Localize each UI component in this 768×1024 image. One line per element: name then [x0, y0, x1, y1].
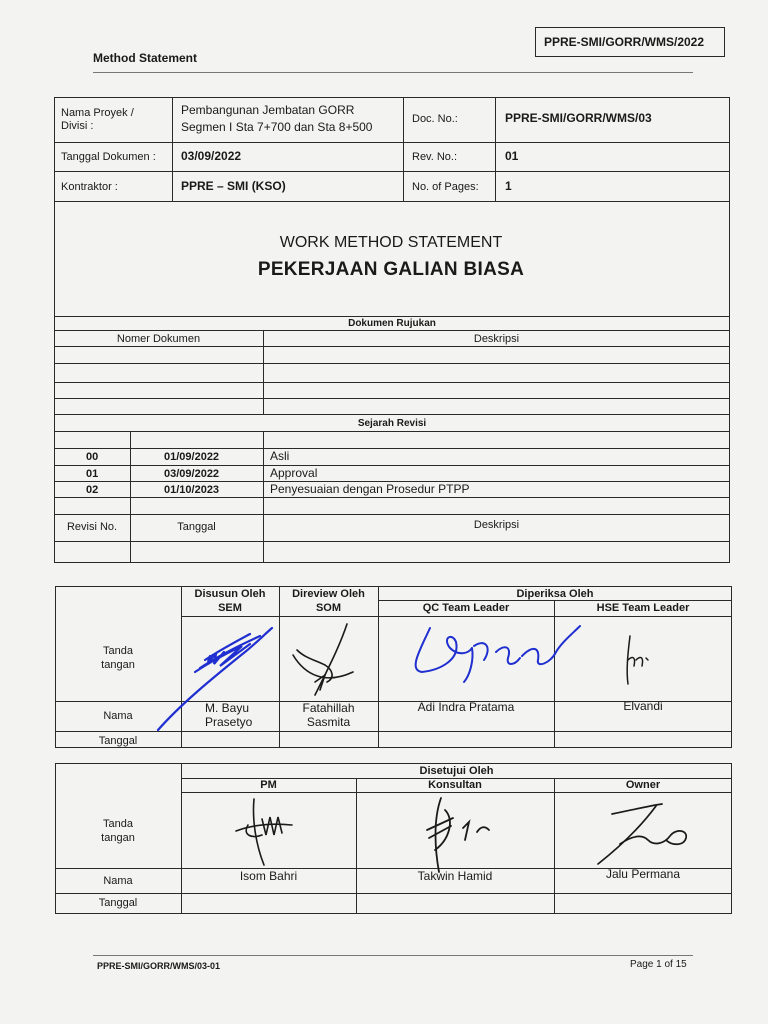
footer-doc-code: PPRE-SMI/GORR/WMS/03-01 [97, 961, 221, 971]
grid-line [130, 431, 131, 563]
grid-line [403, 97, 404, 201]
project-value-2: Segmen I Sta 7+700 dan Sta 8+500 [181, 120, 373, 134]
signature-owner [592, 800, 692, 870]
name-qc: Adi Indra Pratama [417, 700, 515, 714]
grid-line [54, 346, 730, 347]
grid-line [54, 541, 730, 542]
name-konsultan: Takwin Hamid [417, 869, 493, 883]
ref-col-number: Nomer Dokumen [116, 333, 201, 345]
signature-som [285, 620, 375, 700]
signature-hse [618, 630, 658, 690]
name-owner: Jalu Permana [605, 867, 681, 881]
grid-line [54, 497, 730, 498]
grid-line [54, 398, 730, 399]
grid-line [54, 201, 730, 202]
grid-line [54, 414, 730, 415]
revision-date: 01/10/2023 [164, 484, 220, 496]
date-label: Tanggal Dokumen : [61, 151, 156, 163]
project-label: Nama Proyek / [61, 107, 134, 119]
project-value-1: Pembangunan Jembatan GORR [181, 103, 355, 117]
revision-no: 01 [86, 468, 99, 480]
header-doc-code: PPRE-SMI/GORR/WMS/2022 [544, 35, 705, 49]
grid-line [54, 171, 730, 172]
revision-desc: Approval [270, 466, 318, 480]
title-line-2: PEKERJAAN GALIAN BIASA [257, 259, 525, 280]
grid-line [54, 142, 730, 143]
name-pm: Isom Bahri [239, 869, 298, 883]
grid-line [54, 382, 730, 383]
section-title: Method Statement [93, 51, 198, 65]
grid-line [172, 97, 173, 201]
name-sem-1: M. Bayu [205, 701, 250, 715]
date-value: 03/09/2022 [181, 149, 242, 163]
name-som-2: Sasmita [306, 715, 351, 729]
date-row-label: Tanggal [98, 897, 138, 909]
diperiksa-label: Diperiksa Oleh [516, 588, 594, 600]
footer-rule [93, 955, 693, 956]
revision-date: 01/09/2022 [164, 451, 220, 463]
signature-qc [400, 620, 585, 700]
date-row-label: Tanggal [98, 735, 138, 747]
sign-row-label: Tanda [103, 645, 133, 657]
footer-page: Page 1 of 15 [630, 959, 687, 970]
title-line-1: WORK METHOD STATEMENT [279, 234, 503, 251]
grid-line [54, 514, 730, 515]
rev-value: 01 [505, 149, 519, 163]
name-hse: Elvandi [623, 699, 663, 713]
pages-label: No. of Pages: [412, 181, 479, 193]
grid-line [263, 431, 264, 563]
direview-label: Direview Oleh [292, 588, 365, 600]
revision-no: 02 [86, 484, 99, 496]
name-som-1: Fatahillah [302, 701, 355, 715]
disusun-label: Disusun Oleh [194, 588, 266, 600]
revisions-heading: Sejarah Revisi [357, 418, 427, 429]
disetujui-label: Disetujui Oleh [419, 765, 494, 777]
revision-date: 03/09/2022 [164, 468, 220, 480]
pages-value: 1 [505, 179, 512, 193]
name-row-label: Nama [103, 710, 133, 722]
grid-line [54, 465, 730, 466]
grid-line [54, 448, 730, 449]
sign-row-label: Tanda [103, 818, 133, 830]
docno-label: Doc. No.: [412, 113, 458, 125]
role-sem: SEM [218, 602, 242, 614]
sign-row-label-2: tangan [101, 659, 135, 671]
rev-col-desc: Deskripsi [473, 519, 520, 531]
name-row-label: Nama [103, 875, 133, 887]
sign-row-label-2: tangan [101, 832, 135, 844]
header-rule [93, 72, 693, 73]
signature-sem [150, 620, 280, 735]
role-qc: QC Team Leader [422, 602, 510, 614]
docno-value: PPRE-SMI/GORR/WMS/03 [505, 111, 652, 125]
role-owner: Owner [625, 779, 661, 791]
rev-label: Rev. No.: [412, 151, 458, 163]
contractor-label: Kontraktor : [61, 181, 118, 193]
project-label-2: Divisi : [61, 120, 94, 132]
ref-col-desc: Deskripsi [473, 333, 520, 345]
rev-col-date: Tanggal [177, 521, 216, 533]
grid-line [263, 330, 264, 414]
signature-konsultan [405, 790, 505, 875]
role-konsultan: Konsultan [428, 779, 482, 791]
revision-desc: Asli [270, 449, 290, 463]
grid-line [181, 616, 732, 617]
revision-no: 00 [86, 451, 99, 463]
grid-line [55, 893, 732, 894]
role-hse: HSE Team Leader [596, 602, 690, 614]
contractor-value: PPRE – SMI (KSO) [181, 179, 286, 193]
grid-line [54, 330, 730, 331]
role-pm: PM [260, 779, 277, 791]
signature-pm [232, 795, 302, 870]
rev-col-no: Revisi No. [66, 521, 118, 533]
grid-line [54, 363, 730, 364]
grid-line [54, 431, 730, 432]
revision-desc: Penyesuaian dengan Prosedur PTPP [270, 482, 470, 496]
references-heading: Dokumen Rujukan [348, 318, 436, 329]
grid-line [495, 97, 496, 201]
role-som: SOM [315, 602, 342, 614]
name-sem-2: Prasetyo [205, 715, 253, 729]
